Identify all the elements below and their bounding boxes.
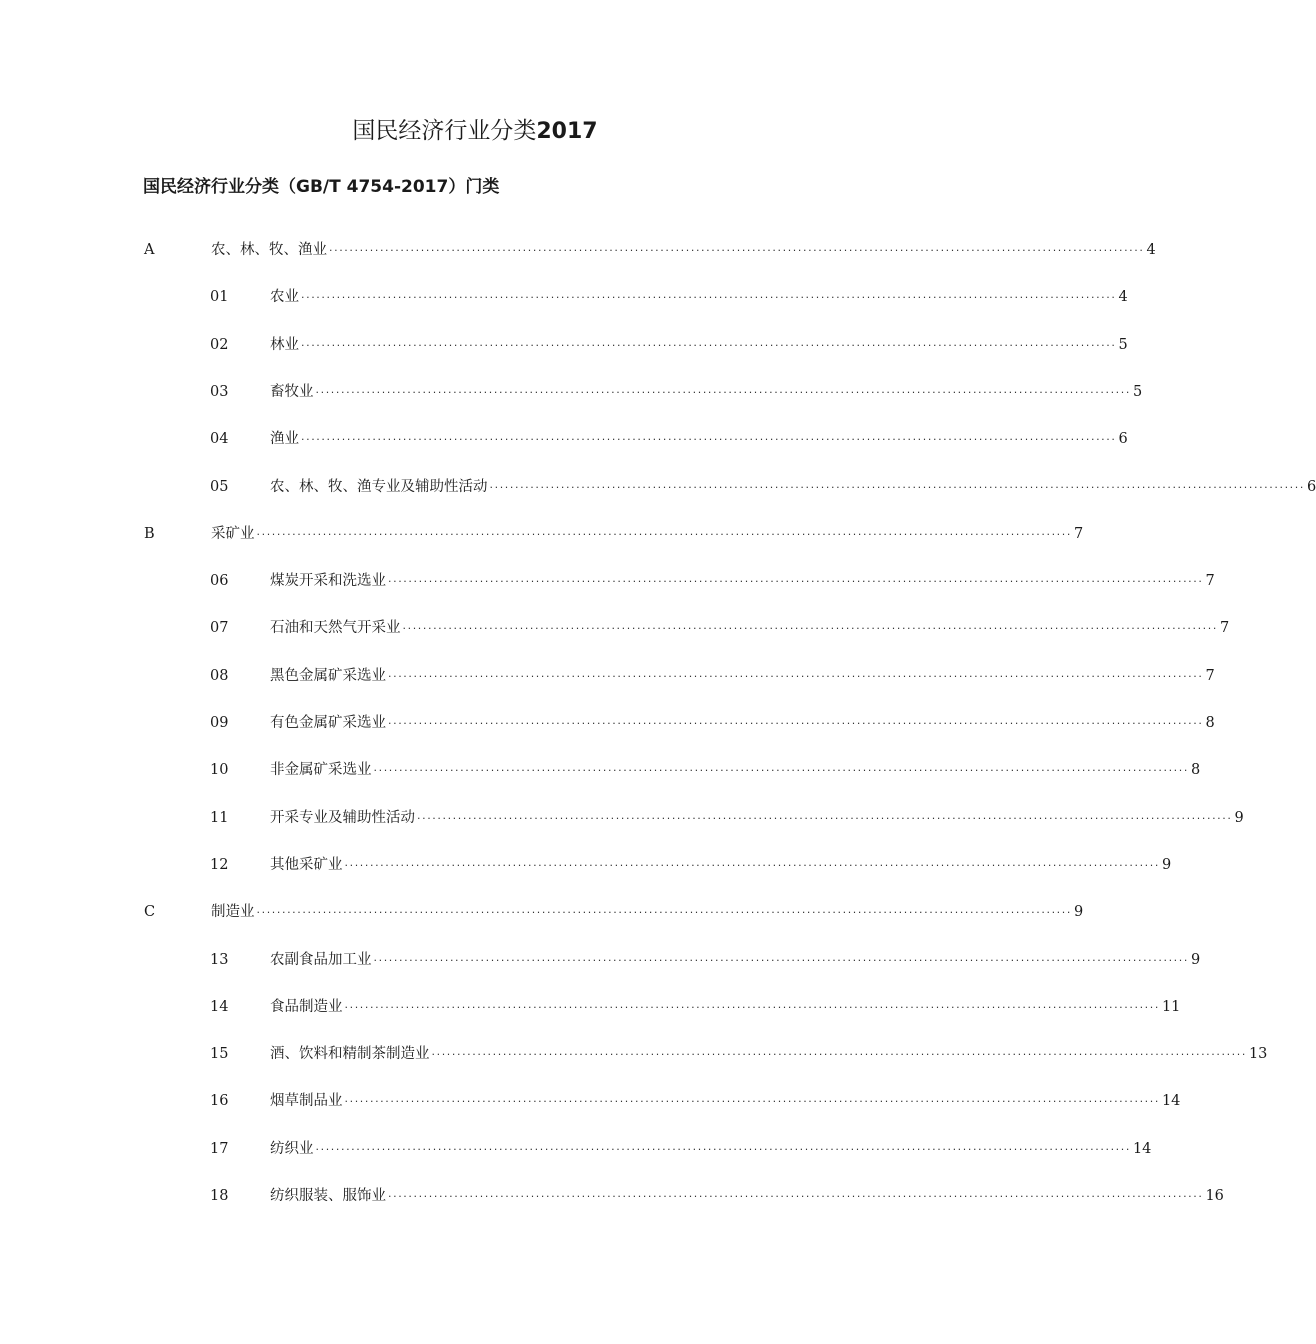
title-year: 2017 (536, 119, 598, 144)
toc-division-code: 15 (210, 1046, 229, 1062)
toc-entry-label: 渔业 (270, 431, 299, 447)
toc-entry (270, 712, 1215, 735)
toc-page-number: 7 (1073, 526, 1084, 542)
toc-row (0, 523, 1084, 545)
dot-leader: ································································································································································ (489, 481, 1305, 494)
dot-leader: ································································································································································ (402, 622, 1218, 635)
dot-leader: ································································································································································ (256, 528, 1072, 541)
toc-division-code: 08 (210, 668, 229, 684)
dot-leader: ································································································································································ (329, 244, 1145, 257)
toc-entry (270, 996, 1181, 1019)
toc-row (0, 854, 1172, 876)
toc-entry (270, 807, 1244, 830)
dot-leader: ································································································································································ (344, 1001, 1160, 1014)
toc-division-code: 06 (210, 573, 229, 589)
toc-entry (270, 949, 1201, 972)
dot-leader: ································································································································································ (344, 859, 1160, 872)
toc-row (0, 996, 1181, 1018)
dot-leader: ································································································································································ (301, 291, 1117, 304)
toc-row (0, 428, 1128, 450)
toc-entry-label: 采矿业 (211, 526, 255, 542)
page-title (0, 112, 950, 145)
toc-page-number: 11 (1161, 999, 1181, 1015)
toc-page-number: 6 (1118, 431, 1128, 447)
dot-leader: ································································································································································ (388, 717, 1204, 730)
toc-row (0, 1138, 1152, 1160)
toc-row (0, 1090, 1181, 1112)
toc-page-number: 9 (1161, 857, 1172, 873)
toc-row (0, 949, 1201, 971)
toc-entry-label: 烟草制品业 (270, 1093, 343, 1109)
toc-entry-label: 黑色金属矿采选业 (270, 668, 386, 684)
toc-row (0, 239, 1156, 261)
toc-page-number: 6 (1306, 479, 1316, 495)
toc-entry (270, 1090, 1181, 1113)
toc-entry (270, 759, 1201, 782)
toc-page-number: 4 (1118, 289, 1128, 305)
toc-division-code: 01 (210, 289, 229, 305)
toc-division-code: 14 (210, 999, 229, 1015)
section-heading: 国民经济行业分类（GB/T 4754-2017）门类 (143, 177, 500, 197)
toc-division-code: 09 (210, 715, 229, 731)
dot-leader: ································································································································································ (431, 1048, 1247, 1061)
toc-entry-label: 开采专业及辅助性活动 (270, 810, 415, 826)
toc-entry-label: 石油和天然气开采业 (270, 620, 401, 636)
toc-page-number: 9 (1190, 952, 1201, 968)
toc-entry (270, 617, 1230, 640)
toc-entry-label: 农、林、牧、渔业 (211, 242, 327, 258)
toc-entry-label: 其他采矿业 (270, 857, 343, 873)
toc-division-code: 17 (210, 1141, 229, 1157)
toc-entry-label: 农副食品加工业 (270, 952, 372, 968)
toc-entry (270, 665, 1215, 688)
toc-division-code: 11 (210, 810, 229, 826)
toc-entry (270, 854, 1172, 877)
toc-page-number: 8 (1205, 715, 1215, 731)
toc-division-code: 18 (210, 1188, 229, 1204)
dot-leader: ································································································································································ (388, 1190, 1204, 1203)
toc-entry-label: 有色金属矿采选业 (270, 715, 386, 731)
toc-row (0, 1185, 1224, 1207)
toc-page-number: 9 (1073, 904, 1084, 920)
dot-leader: ································································································································································ (315, 1143, 1131, 1156)
toc-section-code: C (144, 904, 156, 920)
toc-entry-label: 酒、饮料和精制茶制造业 (270, 1046, 430, 1062)
toc-section-code: B (144, 526, 155, 542)
toc-division-code: 10 (210, 762, 229, 778)
toc-entry (270, 381, 1143, 404)
toc-division-code: 02 (210, 337, 229, 353)
toc-division-code: 05 (210, 479, 229, 495)
toc-page-number: 7 (1205, 668, 1215, 684)
toc-division-code: 07 (210, 620, 229, 636)
toc-entry-label: 制造业 (211, 904, 255, 920)
toc-entry-label: 纺织业 (270, 1141, 314, 1157)
toc-section-code: A (144, 242, 155, 258)
toc-entry (270, 286, 1128, 309)
dot-leader: ································································································································································ (373, 764, 1189, 777)
toc-division-code: 03 (210, 384, 229, 400)
toc-entry (270, 334, 1128, 357)
dot-leader: ································································································································································ (344, 1095, 1160, 1108)
toc-entry (270, 476, 1316, 499)
toc-row (0, 807, 1244, 829)
toc-entry (211, 901, 1084, 924)
toc-entry (270, 428, 1128, 451)
toc-page-number: 8 (1190, 762, 1201, 778)
toc-division-code: 12 (210, 857, 229, 873)
toc-page-number: 5 (1132, 384, 1143, 400)
toc-row (0, 286, 1128, 308)
toc-entry-label: 农、林、牧、渔专业及辅助性活动 (270, 479, 488, 495)
toc-entry (270, 1138, 1152, 1161)
toc-entry (270, 1185, 1224, 1208)
toc-row (0, 570, 1215, 592)
toc-page-number: 5 (1118, 337, 1128, 353)
dot-leader: ································································································································································ (256, 906, 1072, 919)
toc-entry-label: 林业 (270, 337, 299, 353)
toc-entry-label: 非金属矿采选业 (270, 762, 372, 778)
toc-division-code: 16 (210, 1093, 229, 1109)
dot-leader: ································································································································································ (315, 386, 1131, 399)
toc-page-number: 14 (1161, 1093, 1181, 1109)
toc-row (0, 617, 1230, 639)
toc-row (0, 665, 1215, 687)
toc-division-code: 04 (210, 431, 229, 447)
toc-row (0, 476, 1316, 498)
toc-entry-label: 煤炭开采和洗选业 (270, 573, 386, 589)
toc-row (0, 759, 1201, 781)
toc-page-number: 4 (1146, 242, 1156, 258)
toc-page-number: 7 (1205, 573, 1215, 589)
toc-entry-label: 食品制造业 (270, 999, 343, 1015)
toc-entry-label: 畜牧业 (270, 384, 314, 400)
dot-leader: ································································································································································ (301, 339, 1117, 352)
toc-entry (211, 523, 1084, 546)
dot-leader: ································································································································································ (388, 575, 1204, 588)
title-text: 国民经济行业分类 (352, 118, 537, 144)
toc-entry-label: 纺织服装、服饰业 (270, 1188, 386, 1204)
dot-leader: ································································································································································ (388, 670, 1204, 683)
toc-page-number: 9 (1234, 810, 1244, 826)
toc-row (0, 334, 1128, 356)
toc-division-code: 13 (210, 952, 229, 968)
toc-entry (211, 239, 1156, 262)
dot-leader: ································································································································································ (301, 433, 1117, 446)
toc-row (0, 901, 1084, 923)
toc-entry (270, 1043, 1268, 1066)
toc-entry-label: 农业 (270, 289, 299, 305)
toc-row (0, 1043, 1268, 1065)
toc-page-number: 7 (1219, 620, 1230, 636)
toc-page-number: 14 (1132, 1141, 1152, 1157)
toc-page-number: 16 (1205, 1188, 1224, 1204)
dot-leader: ································································································································································ (417, 812, 1233, 825)
toc-page-number: 13 (1248, 1046, 1268, 1062)
toc-row (0, 712, 1215, 734)
dot-leader: ································································································································································ (373, 954, 1189, 967)
toc-entry (270, 570, 1215, 593)
toc-row (0, 381, 1143, 403)
